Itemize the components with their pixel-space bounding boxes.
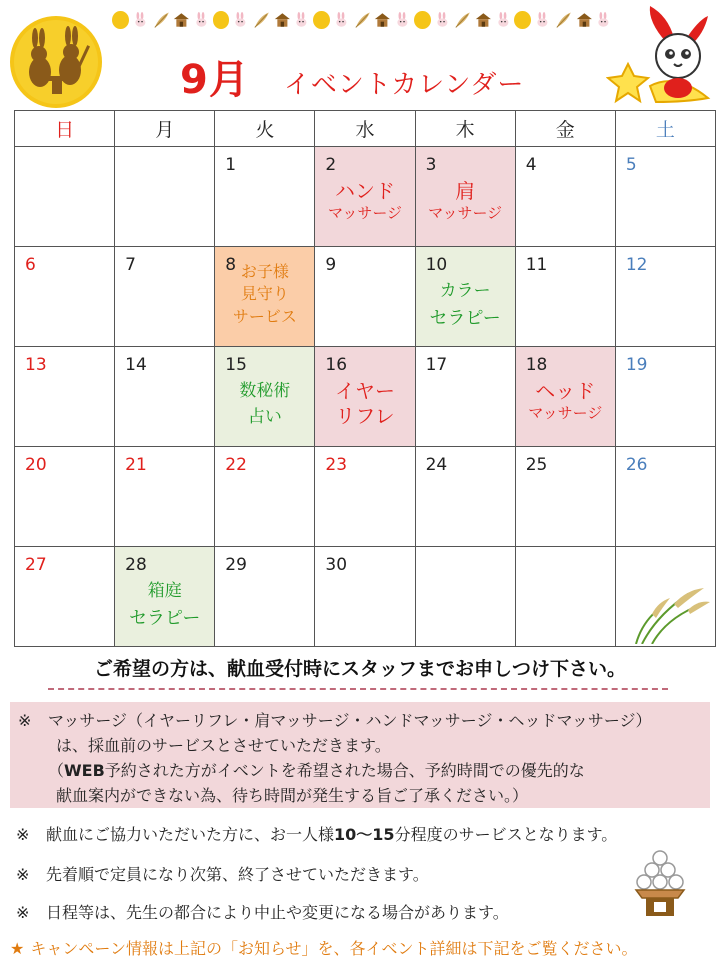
day-number: 30 <box>325 555 348 575</box>
day-cell-21 <box>115 447 215 547</box>
day-number: 23 <box>325 455 348 475</box>
moon-icon <box>514 11 531 29</box>
leaf-icon <box>353 10 372 30</box>
event-label-line: お子様 <box>240 262 289 281</box>
day-cell-29 <box>215 547 315 647</box>
house-icon <box>475 10 492 30</box>
week-row <box>15 347 716 447</box>
leaf-icon <box>453 10 472 30</box>
rabbit-icon <box>232 10 249 30</box>
day-number: 24 <box>425 455 448 475</box>
day-cell-13 <box>15 347 115 447</box>
day-number: 11 <box>525 255 548 275</box>
day-number: 20 <box>25 455 47 475</box>
week-row <box>15 147 716 247</box>
event-label-line: マッサージ <box>528 404 603 422</box>
weekday-wed: 水 <box>315 111 415 147</box>
weekday-tue: 火 <box>215 111 315 147</box>
day-number: 13 <box>25 355 47 375</box>
service-duration-note <box>16 822 617 845</box>
day-cell-10 <box>415 247 515 347</box>
week-row <box>15 247 716 347</box>
day-cell-5 <box>615 147 715 247</box>
weekday-mon: 月 <box>115 111 215 147</box>
empty-day-cell <box>515 547 615 647</box>
note-mark: ※ <box>16 825 30 844</box>
weekday-thu: 木 <box>415 111 515 147</box>
rabbit-icon <box>495 10 512 30</box>
event-label-line: カラー <box>439 281 491 301</box>
service-note-part-2: 分程度のサービスとなります。 <box>394 825 618 844</box>
rabbit-icon <box>193 10 210 30</box>
day-number: 7 <box>125 255 136 275</box>
day-cell-7 <box>115 247 215 347</box>
schedule-change-note <box>16 900 509 923</box>
rabbit-icon <box>434 10 451 30</box>
day-cell-6 <box>15 247 115 347</box>
empty-day-cell <box>15 147 115 247</box>
service-minutes: 10〜15 <box>334 825 395 844</box>
day-cell-3 <box>415 147 515 247</box>
event-label-line: 見守り <box>240 284 289 304</box>
event-label-line: 数秘術 <box>239 381 291 401</box>
weekday-sun: 日 <box>15 111 115 147</box>
event-label-line: マッサージ <box>428 204 503 222</box>
day-cell-16 <box>315 347 415 447</box>
event-label <box>215 379 314 430</box>
paren-open: （ <box>48 761 65 780</box>
rabbit-icon <box>132 10 149 30</box>
day-number: 25 <box>525 455 548 475</box>
day-number: 14 <box>125 355 147 375</box>
rabbit-icon <box>394 10 411 30</box>
moon-icon <box>213 11 230 29</box>
house-icon <box>274 10 291 30</box>
page-title <box>180 48 524 108</box>
week-row <box>15 547 716 647</box>
day-number: 2 <box>325 155 337 175</box>
day-number: 28 <box>125 555 147 575</box>
day-number: 5 <box>625 155 637 175</box>
day-number: 12 <box>625 255 648 275</box>
campaign-text: キャンペーン情報は上記の「お知らせ」を、各イベント詳細は下記をご覧ください。 <box>30 939 638 958</box>
day-cell-2 <box>315 147 415 247</box>
day-cell-11 <box>515 247 615 347</box>
event-label <box>115 579 214 632</box>
event-label-line: 肩 <box>455 179 476 203</box>
moon-icon <box>313 11 330 29</box>
day-cell-15 <box>215 347 315 447</box>
day-number: 9 <box>325 255 337 275</box>
day-cell-4 <box>515 147 615 247</box>
day-cell-28 <box>115 547 215 647</box>
request-notice: ご希望の方は、献血受付時にスタッフまでお申しつけ下さい。 <box>93 658 626 680</box>
massage-note-box <box>10 702 710 808</box>
event-label <box>516 379 615 423</box>
day-number: 16 <box>325 355 348 375</box>
dashed-divider <box>48 688 668 690</box>
event-label-line: 占い <box>247 406 282 427</box>
weekday-header-row <box>15 111 716 147</box>
massage-note-line-1: マッサージ（イヤーリフレ・肩マッサージ・ハンドマッサージ・ヘッドマッサージ） <box>48 711 652 730</box>
event-label <box>416 179 515 223</box>
decorative-border <box>112 6 612 34</box>
moon-icon <box>112 11 129 29</box>
first-come-text: 先着順で定員になり次第、終了させていただきます。 <box>46 865 429 884</box>
day-cell-30 <box>315 547 415 647</box>
day-cell-26 <box>615 447 715 547</box>
day-cell-22 <box>215 447 315 547</box>
weekday-sat: 土 <box>615 111 715 147</box>
empty-day-cell <box>115 147 215 247</box>
day-number: 22 <box>225 455 247 475</box>
day-number: 21 <box>125 455 147 475</box>
day-number: 17 <box>425 355 448 375</box>
day-number: 4 <box>525 155 537 175</box>
day-cell-17 <box>415 347 515 447</box>
moon-icon <box>414 11 431 29</box>
first-come-note <box>16 862 429 885</box>
campaign-info <box>10 936 638 959</box>
day-cell-1 <box>215 147 315 247</box>
event-label-line: 箱庭 <box>147 581 182 601</box>
event-label-line: マッサージ <box>327 204 403 222</box>
day-cell-23 <box>315 447 415 547</box>
day-number: 10 <box>425 255 448 275</box>
rabbit-icon <box>534 10 551 30</box>
day-number: 27 <box>25 555 47 575</box>
title-month: 9月 <box>180 57 250 103</box>
rabbit-icon <box>293 10 310 30</box>
dango-icon <box>632 848 688 918</box>
mascot-character <box>606 2 716 112</box>
day-cell-9 <box>315 247 415 347</box>
day-cell-12 <box>615 247 715 347</box>
schedule-change-text: 日程等は、先生の都合により中止や変更になる場合があります。 <box>46 903 509 922</box>
day-number: 15 <box>225 355 247 375</box>
event-label-line: イヤー <box>334 379 395 403</box>
event-label <box>315 179 414 223</box>
day-cell-25 <box>515 447 615 547</box>
day-number: 8 <box>225 255 237 275</box>
day-number: 29 <box>225 555 247 575</box>
day-number: 6 <box>25 255 36 275</box>
day-number: 18 <box>525 355 548 375</box>
service-note-part-1: 献血にご協力いただいた方に、お一人様 <box>46 825 335 844</box>
star-icon: ★ <box>10 939 25 958</box>
note-mark: ※ <box>18 711 32 730</box>
event-label-line: ヘッド <box>535 379 596 403</box>
massage-note-line-2: は、採血前のサービスとさせていただきます。 <box>56 736 391 755</box>
house-icon <box>173 10 190 30</box>
title-subtitle: イベントカレンダー <box>283 70 525 100</box>
pampas-grass-icon <box>630 582 712 644</box>
day-cell-19 <box>615 347 715 447</box>
rabbit-icon <box>333 10 350 30</box>
event-label-line: サービス <box>232 306 297 326</box>
massage-note-line-3: 予約された方がイベントを希望された場合、予約時間での優先的な <box>104 761 585 780</box>
day-cell-27 <box>15 547 115 647</box>
day-number: 1 <box>225 155 237 175</box>
day-cell-8 <box>215 247 315 347</box>
event-calendar <box>14 110 716 647</box>
day-cell-14 <box>115 347 215 447</box>
note-mark: ※ <box>16 865 30 884</box>
house-icon <box>576 10 593 30</box>
leaf-icon <box>152 10 171 30</box>
day-cell-18 <box>515 347 615 447</box>
house-icon <box>374 10 391 30</box>
massage-note-line-4: 献血案内ができない為、待ち時間が発生する旨ご了承ください。） <box>56 786 529 805</box>
empty-day-cell <box>415 547 515 647</box>
day-number: 26 <box>625 455 648 475</box>
moon-rabbit-logo <box>8 14 104 110</box>
event-label <box>315 379 414 429</box>
day-number: 3 <box>425 155 437 175</box>
day-number: 19 <box>625 355 648 375</box>
event-label-line: セラピー <box>129 607 201 629</box>
event-label-line: セラピー <box>429 307 501 329</box>
event-label-line: リフレ <box>335 404 395 428</box>
event-label-line: ハンド <box>334 179 395 203</box>
day-cell-20 <box>15 447 115 547</box>
leaf-icon <box>252 10 271 30</box>
day-cell-24 <box>415 447 515 547</box>
event-label <box>215 261 314 328</box>
note-mark: ※ <box>16 903 30 922</box>
leaf-icon <box>554 10 573 30</box>
web-label: WEB <box>64 761 105 780</box>
weekday-fri: 金 <box>515 111 615 147</box>
event-label <box>416 279 515 332</box>
week-row <box>15 447 716 547</box>
